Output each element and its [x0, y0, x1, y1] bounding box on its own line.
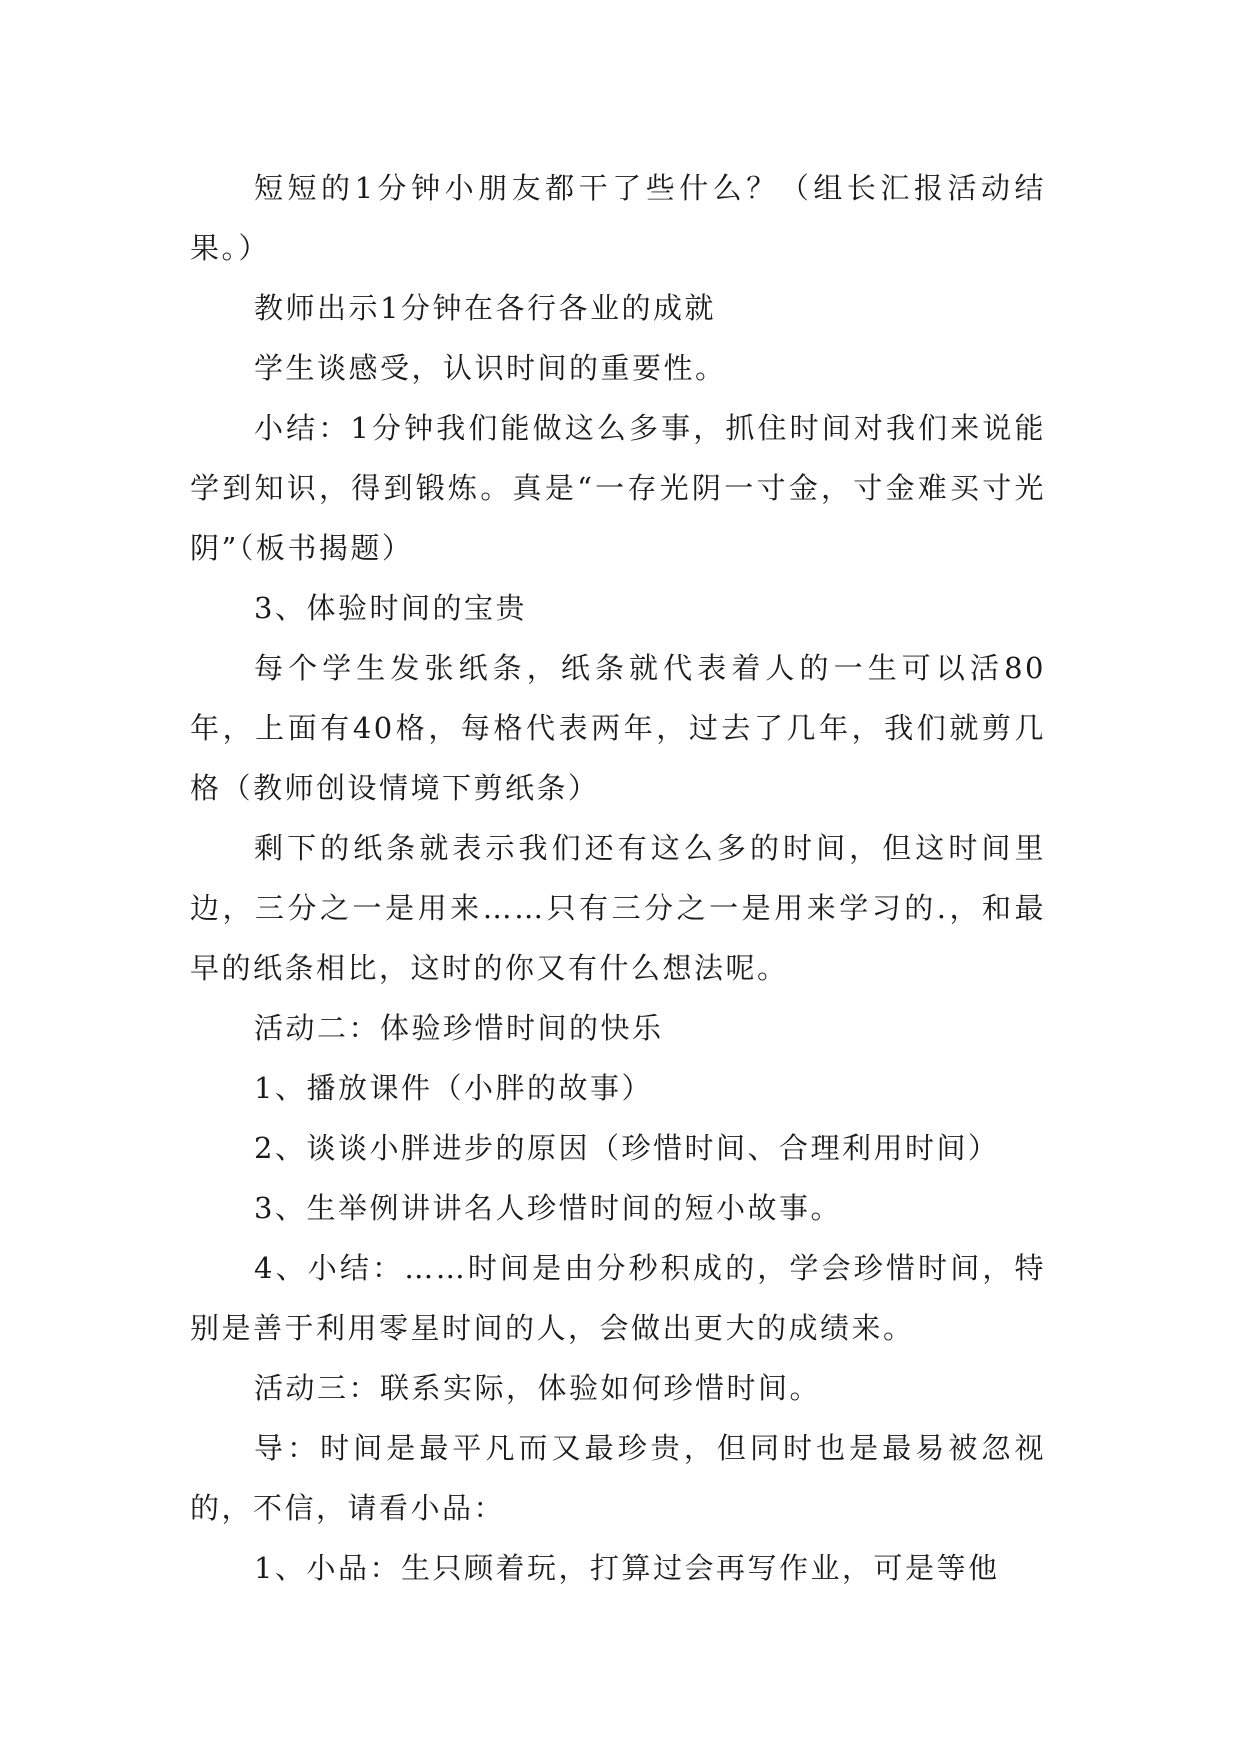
- list-item: 1、小品：生只顾着玩，打算过会再写作业，可是等他: [254, 1551, 1000, 1585]
- list-item: 2、谈谈小胖进步的原因（珍惜时间、合理利用时间）: [254, 1131, 1000, 1165]
- paragraph: 小结：1分钟我们能做这么多事，抓住时间对我们来说能学到知识，得到锻炼。真是“一存光阴一寸金，寸金难买寸光阴”（板书揭题）: [190, 411, 1046, 565]
- section-heading: 活动二：体验珍惜时间的快乐: [254, 1011, 664, 1045]
- section-heading: 3、体验时间的宝贵: [254, 591, 527, 625]
- paragraph: 剩下的纸条就表示我们还有这么多的时间，但这时间里边，三分之一是用来……只有三分之一是用来学习的.，和最早的纸条相比，这时的你又有什么想法呢。: [190, 831, 1046, 985]
- paragraph: 每个学生发张纸条，纸条就代表着人的一生可以活80年，上面有40格，每格代表两年，过去了几年，我们就剪几格（教师创设情境下剪纸条）: [190, 651, 1046, 805]
- list-item: 1、播放课件（小胖的故事）: [254, 1071, 653, 1105]
- paragraph: 学生谈感受，认识时间的重要性。: [254, 351, 727, 385]
- paragraph: 教师出示1分钟在各行各业的成就: [254, 291, 716, 325]
- list-item: 4、小结：……时间是由分秒积成的，学会珍惜时间，特别是善于利用零星时间的人，会做出更大的成绩来。: [190, 1251, 1046, 1345]
- section-heading: 活动三：联系实际，体验如何珍惜时间。: [254, 1371, 822, 1405]
- paragraph: 短短的1分钟小朋友都干了些什么？（组长汇报活动结果。）: [190, 171, 1046, 265]
- paragraph: 导：时间是最平凡而又最珍贵，但同时也是最易被忽视的，不信，请看小品：: [190, 1431, 1046, 1525]
- document-body: [190, 158, 1046, 1598]
- list-item: 3、生举例讲讲名人珍惜时间的短小故事。: [254, 1191, 842, 1225]
